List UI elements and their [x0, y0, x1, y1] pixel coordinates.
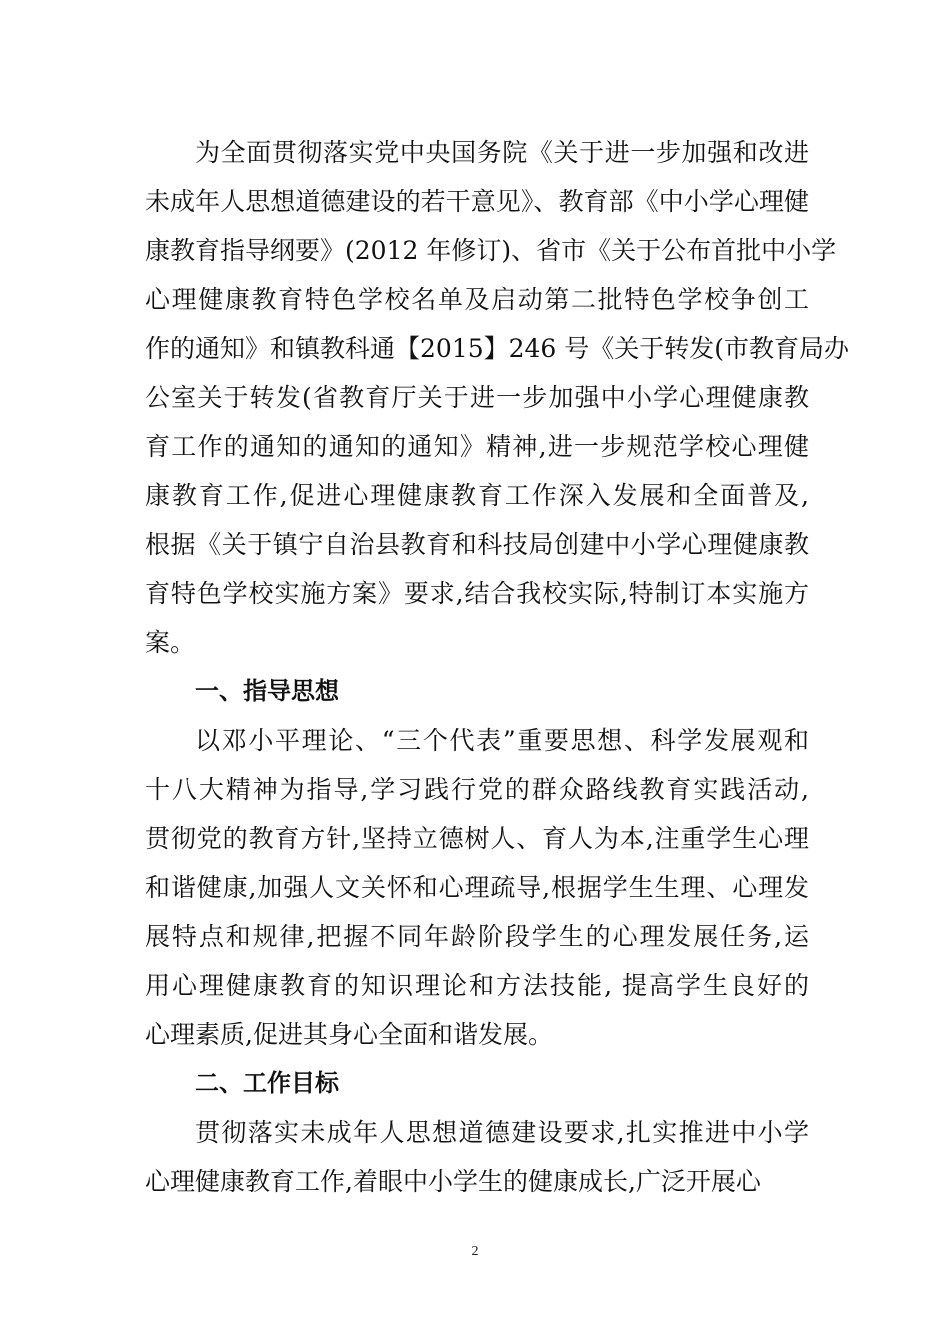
paragraph-line: 和谐健康,加强人文关怀和心理疏导,根据学生生理、心理发 [145, 873, 809, 902]
paragraph [145, 1108, 809, 1206]
paragraph-line: 展特点和规律,把握不同年龄阶段学生的心理发展任务,运 [145, 922, 809, 951]
page-number: 2 [471, 1244, 479, 1259]
paragraph-line: 未成年人思想道德建设的若干意见》、教育部《中小学心理健 [145, 187, 809, 216]
heading-text: 二、工作目标 [195, 1069, 339, 1097]
section-heading [145, 667, 809, 716]
paragraph-line: 心理素质,促进其身心全面和谐发展。 [145, 1020, 553, 1049]
paragraph-line: 康教育指导纲要》(2012 年修订)、省市《关于公布首批中小学 [145, 236, 837, 265]
paragraph-line: 十八大精神为指导,学习践行党的群众路线教育实践活动, [145, 775, 809, 804]
document-body [145, 128, 850, 1206]
paragraph-line: 根据《关于镇宁自治县教育和科技局创建中小学心理健康教 [145, 530, 809, 559]
paragraph-line: 作的通知》和镇教科通【2015】246 号《关于转发(市教育局办 [145, 334, 850, 363]
paragraph-line: 心理健康教育工作,着眼中小学生的健康成长,广泛开展心 [145, 1167, 761, 1196]
heading-text: 一、指导思想 [195, 677, 339, 705]
paragraph-line: 育特色学校实施方案》要求,结合我校实际,特制订本实施方 [145, 579, 809, 608]
paragraph-line: 心理健康教育特色学校名单及启动第二批特色学校争创工 [145, 285, 809, 314]
paragraph-line: 贯彻落实未成年人思想道德建设要求,扎实推进中小学 [195, 1118, 809, 1147]
paragraph [145, 716, 809, 1059]
paragraph-line: 用心理健康教育的知识理论和方法技能, 提高学生良好的 [145, 971, 809, 1000]
paragraph-line: 公室关于转发(省教育厅关于进一步加强中小学心理健康教 [145, 383, 809, 412]
paragraph-line: 为全面贯彻落实党中央国务院《关于进一步加强和改进 [195, 138, 809, 167]
paragraph-line: 以邓小平理论、“三个代表”重要思想、科学发展观和 [195, 726, 809, 755]
section-heading [145, 1059, 809, 1108]
paragraph-line: 贯彻党的教育方针,坚持立德树人、育人为本,注重学生心理 [145, 824, 809, 853]
paragraph-line: 案。 [145, 628, 196, 657]
paragraph-line: 康教育工作,促进心理健康教育工作深入发展和全面普及, [145, 481, 809, 510]
paragraph-line: 育工作的通知的通知的通知》精神,进一步规范学校心理健 [145, 432, 809, 461]
paragraph [145, 128, 850, 667]
